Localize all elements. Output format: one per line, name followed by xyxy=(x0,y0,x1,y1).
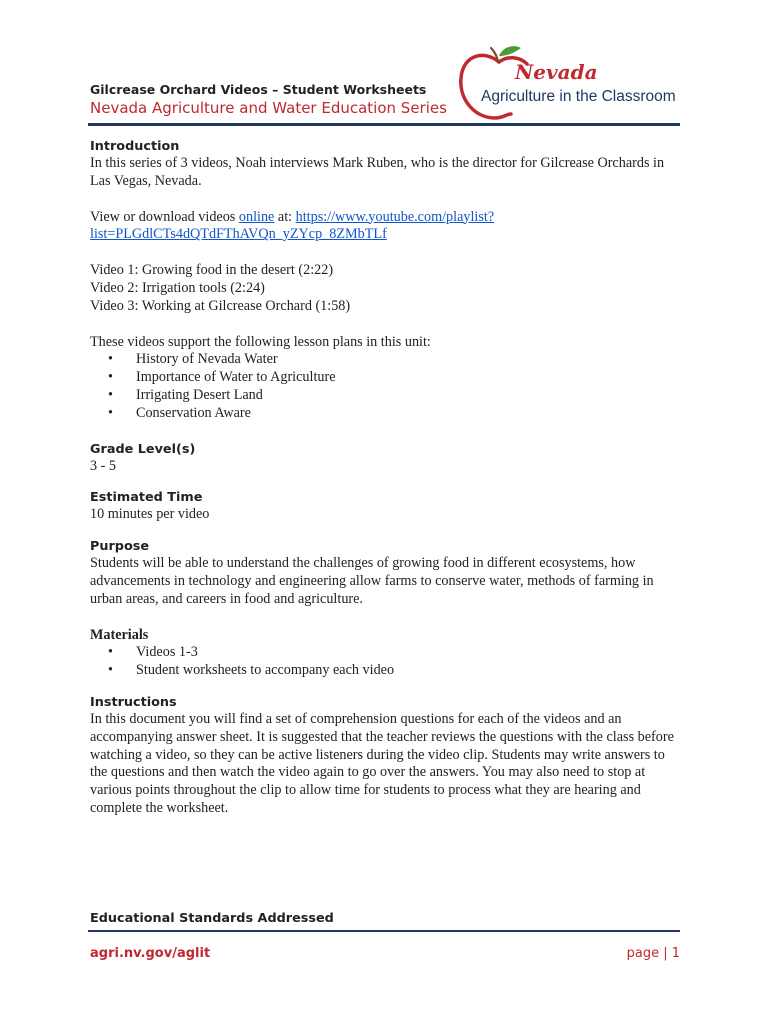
list-item: • History of Nevada Water xyxy=(136,351,682,369)
playlist-url-line2: list=PLGdlCTs4dQTdFThAVQn_yZYcp_8ZMbTLf xyxy=(90,226,387,243)
list-item: • Conservation Aware xyxy=(136,405,682,423)
time-heading: Estimated Time xyxy=(90,490,203,506)
introduction-heading: Introduction xyxy=(90,139,180,154)
introduction-text: In this series of 3 videos, Noah interviews Mark Ruben, who is the director for Gilcrease Orchards in Las Vegas, Nevada. xyxy=(90,155,665,189)
grade-value: 3 - 5 xyxy=(90,457,117,474)
document-header xyxy=(90,82,447,117)
footer-page-number: page | 1 xyxy=(626,946,680,961)
purpose-text: Students will be able to understand the challenges of growing food in different ecosystems, how advancements in technology and engineering allow farms to conserve water, methods of farming in urban areas, and careers in food and agriculture. xyxy=(90,555,654,607)
instructions-text: In this document you will find a set of comprehension questions for each of the videos and an accompanying answer sheet. It is suggested that the teacher reviews the questions with the class before watching a video, so they can be active listeners during the video clip. Students may write answers to the questions and then watch the video again to go over the answers. You may also need to stop at various points throughout the clip to allow time for students to process what they are hearing and complete the worksheet. xyxy=(90,710,674,816)
grade-heading: Grade Level(s) xyxy=(90,441,196,457)
list-item: • Irrigating Desert Land xyxy=(136,387,682,405)
instructions-heading: Instructions xyxy=(90,694,177,710)
series-title: Nevada Agriculture and Water Education Series xyxy=(90,99,447,117)
standards-heading: Educational Standards Addressed xyxy=(90,911,334,926)
video-access-line xyxy=(90,209,682,245)
apple-icon xyxy=(455,44,545,124)
list-item: • Videos 1-3 xyxy=(136,644,682,662)
footer-divider xyxy=(88,930,680,932)
footer-site: agri.nv.gov/aglit xyxy=(90,946,211,961)
time-value: 10 minutes per video xyxy=(90,506,210,523)
online-link[interactable]: online xyxy=(238,208,275,225)
header-divider xyxy=(88,123,680,126)
logo-nevada-text: Nevada xyxy=(515,60,598,84)
nevada-aitc-logo xyxy=(455,44,685,126)
playlist-url-line1: https://www.youtube.com/playlist? xyxy=(295,208,495,225)
materials-heading: Materials xyxy=(90,626,149,643)
video-item: Video 3: Working at Gilcrease Orchard (1:58) xyxy=(90,297,351,314)
list-item: • Student worksheets to accompany each video xyxy=(136,662,682,680)
list-item: • Importance of Water to Agriculture xyxy=(136,369,682,387)
materials-list xyxy=(90,644,682,680)
lesson-list xyxy=(90,351,682,422)
logo-tagline: Agriculture in the Classroom xyxy=(481,88,676,105)
view-prefix: View or download videos xyxy=(90,208,239,225)
view-mid: at: xyxy=(274,208,296,225)
video-item: Video 2: Irrigation tools (2:24) xyxy=(90,279,265,296)
video-item: Video 1: Growing food in the desert (2:22) xyxy=(90,262,334,279)
purpose-heading: Purpose xyxy=(90,539,150,555)
document-body xyxy=(90,138,682,818)
lesson-intro: These videos support the following lesson plans in this unit: xyxy=(90,333,431,350)
document-title: Gilcrease Orchard Videos – Student Worksheets xyxy=(90,82,427,97)
